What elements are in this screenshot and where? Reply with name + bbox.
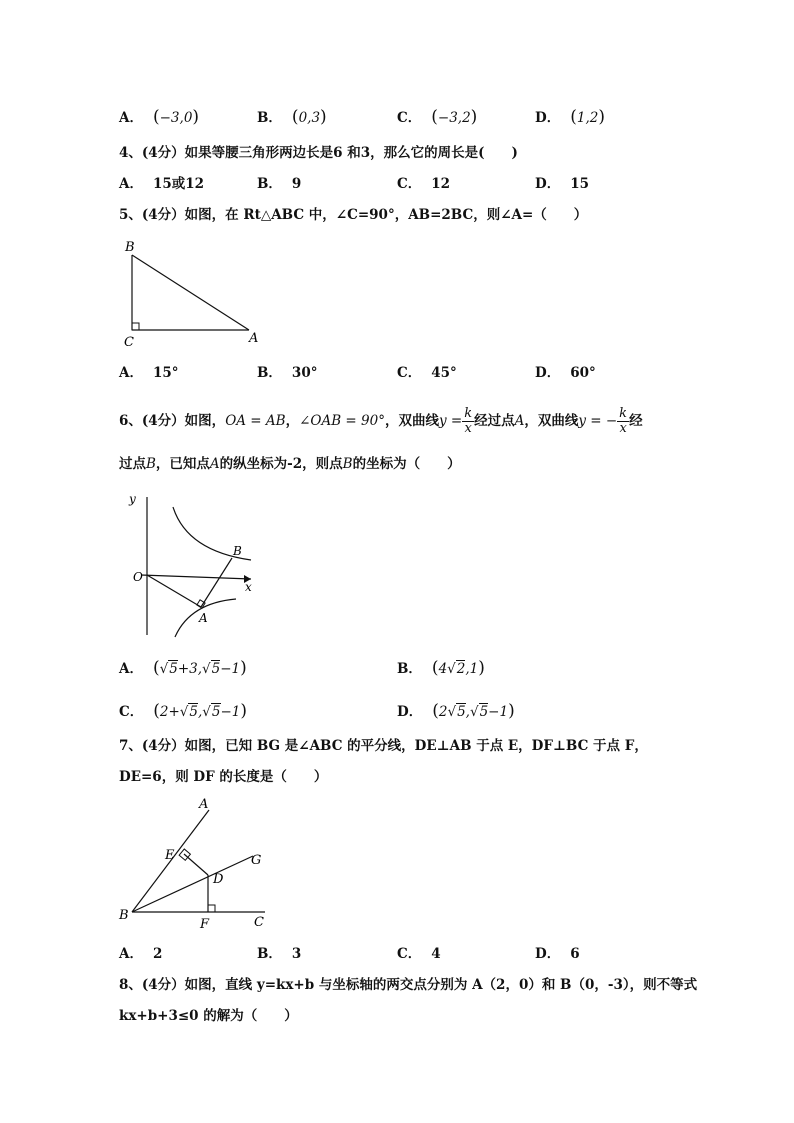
q6-label-x: x (245, 580, 252, 594)
q5-option-d[interactable]: D． 60° (535, 365, 596, 381)
q7-ray-bg (132, 856, 253, 912)
q3-option-a[interactable]: A． (−3,0) (119, 107, 200, 127)
q6-stem-line2: 过点B，已知点A的纵坐标为-2，则点B的坐标为（ ） (119, 456, 461, 472)
q8-stem-line2: kx+b+3≤0 的解为（ ） (119, 1008, 298, 1024)
q7-label-a: A (199, 797, 209, 812)
q6-option-d[interactable]: D． (2√5,√5−1) (397, 701, 515, 721)
q5-option-c[interactable]: C． 45° (397, 365, 457, 381)
q6-label-a: A (199, 611, 208, 625)
q7-option-c[interactable]: C． 4 (397, 946, 441, 962)
q3-option-d[interactable]: D． (1,2) (535, 107, 605, 127)
q7-right-angle-mark-f (208, 905, 215, 912)
q7-option-b[interactable]: B． 3 (257, 946, 302, 962)
q7-stem-line1: 7、(4分）如图，已知 BG 是∠ABC 的平分线，DE⊥AB 于点 E，DF⊥BC 于点 F， (119, 738, 648, 754)
q4-option-d[interactable]: D． 15 (535, 176, 590, 192)
q5-option-b[interactable]: B． 30° (257, 365, 318, 381)
q7-label-g: G (251, 853, 262, 868)
q6-fraction-2: $\frac{k}{x}$ (619, 406, 628, 436)
q5-side-ab (132, 255, 249, 330)
q5-triangle-figure (115, 236, 275, 351)
q7-option-d[interactable]: D． 6 (535, 946, 580, 962)
q5-option-a[interactable]: A． 15° (119, 365, 179, 381)
q6-label-b: B (233, 544, 242, 558)
q8-stem-line1: 8、(4分）如图，直线 y=kx+b 与坐标轴的两交点分别为 A（2，0）和 B（0，-3），则不等式 (119, 977, 698, 993)
q4-option-b[interactable]: B． 9 (257, 176, 302, 192)
q5-label-a: A (249, 331, 259, 346)
q7-angle-bisector-figure (115, 795, 275, 935)
q6-option-a[interactable]: A． (√5+3,√5−1) (119, 658, 247, 678)
q5-label-b: B (125, 240, 135, 255)
q4-stem: 4、(4分）如果等腰三角形两边长是6 和3，那么它的周长是( ) (119, 145, 518, 161)
q7-option-a[interactable]: A． 2 (119, 946, 163, 962)
q7-stem-line2: DE=6，则 DF 的长度是（ ） (119, 769, 328, 785)
q6-label-o: O (133, 570, 143, 584)
q4-option-c[interactable]: C． 12 (397, 176, 451, 192)
q3-option-b[interactable]: B． (0,3) (257, 107, 327, 127)
q4-option-a[interactable]: A． 15或12 (119, 176, 205, 192)
q6-option-b[interactable]: B． (4√2,1) (397, 658, 485, 678)
q7-label-c: C (254, 915, 264, 930)
q7-label-f: F (200, 917, 210, 932)
q5-stem: 5、(4分）如图，在 Rt△ABC 中，∠C=90°，AB=2BC，则∠A=（ ） (119, 207, 588, 223)
q6-stem-line1: 6、(4分）如图，OA = AB，∠OAB = 90°，双曲线y = $\frac{k}{x}$ 经过点A，双曲线y = − $\frac{k}{x}$ 经 (119, 406, 643, 436)
q6-segment-oa (147, 575, 201, 607)
q6-x-axis (141, 575, 251, 579)
q7-label-d: D (213, 872, 224, 887)
q7-label-e: E (165, 848, 175, 863)
q3-option-c[interactable]: C． (−3,2) (397, 107, 478, 127)
q6-option-c[interactable]: C． (2+√5,√5−1) (119, 701, 248, 721)
q6-fraction-1: $\frac{k}{x}$ (464, 406, 473, 436)
q5-label-c: C (124, 335, 134, 350)
q6-hyperbola-figure (115, 485, 265, 640)
q7-label-b: B (119, 908, 129, 923)
q5-right-angle-mark (132, 323, 139, 330)
q6-label-y: y (129, 492, 136, 506)
